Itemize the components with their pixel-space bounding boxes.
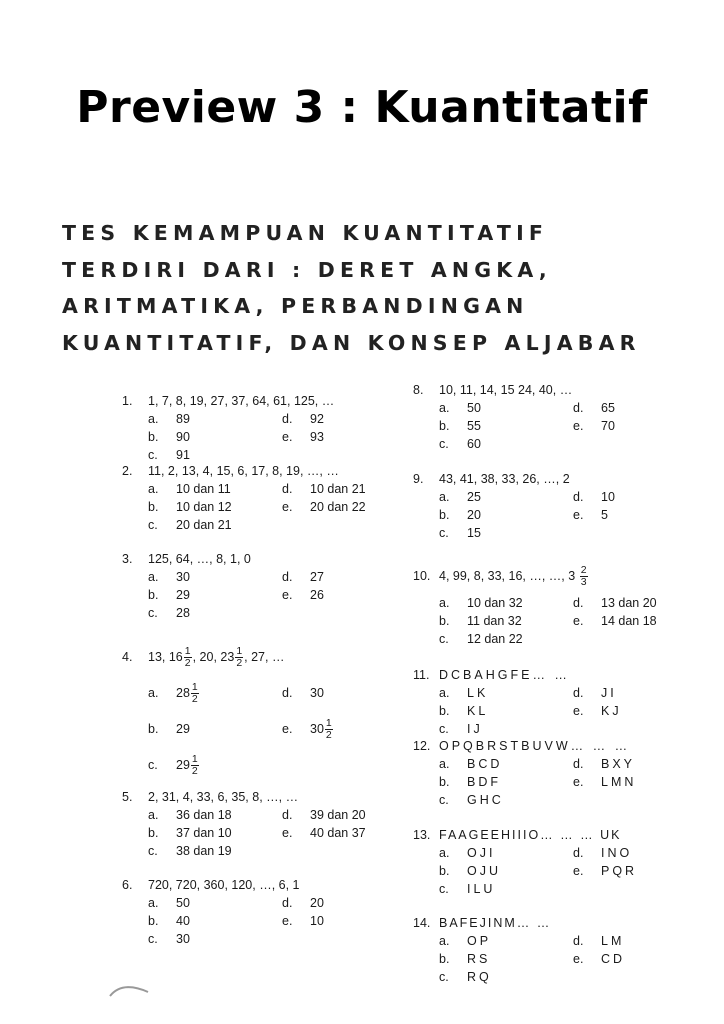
option-b: b. KL: [439, 704, 489, 718]
option-b: b. 90: [148, 430, 190, 444]
question-number: 9.: [413, 472, 424, 486]
question-text: 4, 99, 8, 33, 16, …, …, 3 $\frac{2}{3}$: [439, 563, 587, 588]
option-e: e. 93: [282, 430, 324, 444]
option-e: e. KJ: [573, 704, 622, 718]
question-text: 13, 16 $\frac{1}{2}$ , 20, 23 $\frac{1}{2}$ , 27, …: [148, 644, 285, 669]
option-d: d. 10: [573, 490, 615, 504]
question-text: 720, 720, 360, 120, …, 6, 1: [148, 878, 300, 892]
subtitle-line: KUANTITATIF, DAN KONSEP ALJABAR: [62, 330, 641, 355]
option-d: d. 39 dan 20: [282, 808, 366, 822]
option-c: c. GHC: [439, 793, 504, 807]
option-b: b. 20: [439, 508, 481, 522]
question-number: 10.: [413, 569, 431, 583]
option-d: d. 20: [282, 896, 324, 910]
option-c: c. 29 $\frac{1}{2}$: [148, 752, 198, 777]
option-b: b. 29: [148, 722, 190, 736]
option-e: e. 40 dan 37: [282, 826, 366, 840]
question-14: [413, 914, 713, 986]
option-d: d. LM: [573, 934, 625, 948]
subtitle-line: ARITMATIKA, PERBANDINGAN: [62, 294, 529, 318]
question-3: [122, 550, 422, 622]
question-number: 11.: [413, 668, 430, 682]
option-d: d. JI: [573, 686, 617, 700]
option-e: e. 14 dan 18: [573, 614, 657, 628]
option-b: b. 11 dan 32: [439, 614, 522, 628]
question-number: 2.: [122, 464, 133, 478]
question-text: FAAGEEHIIIO… … … UK: [439, 828, 622, 842]
option-a: a. 10 dan 32: [439, 596, 523, 610]
question-number: 1.: [122, 394, 133, 408]
option-b: b. 29: [148, 588, 190, 602]
option-a: a. OP: [439, 934, 492, 948]
fraction: $\frac{1}{2}$: [184, 644, 191, 669]
question-number: 5.: [122, 790, 133, 804]
question-number: 3.: [122, 552, 133, 566]
option-e: e. LMN: [573, 775, 637, 789]
subtitle-line: TES KEMAMPUAN KUANTITATIF: [62, 221, 549, 245]
question-number: 4.: [122, 650, 133, 664]
question-text: 1, 7, 8, 19, 27, 37, 64, 61, 125, …: [148, 394, 335, 408]
question-text: 10, 11, 14, 15 24, 40, …: [439, 383, 573, 397]
fraction: $\frac{1}{2}$: [236, 644, 243, 669]
question-number: 6.: [122, 878, 133, 892]
page-title: Preview 3 : Kuantitatif: [76, 82, 648, 133]
option-d: d. 92: [282, 412, 324, 426]
question-8: [413, 381, 713, 453]
option-d: d. 13 dan 20: [573, 596, 657, 610]
option-c: c. 91: [148, 448, 190, 462]
option-a: a. OJI: [439, 846, 496, 860]
option-b: b. 37 dan 10: [148, 826, 232, 840]
option-c: c. 20 dan 21: [148, 518, 232, 532]
question-4: [122, 639, 422, 783]
question-text: 2, 31, 4, 33, 6, 35, 8, …, …: [148, 790, 299, 804]
option-d: d. INO: [573, 846, 633, 860]
option-a: a. 10 dan 11: [148, 482, 231, 496]
question-13: [413, 826, 713, 898]
question-11: [413, 666, 713, 738]
option-b: b. BDF: [439, 775, 501, 789]
option-a: a. BCD: [439, 757, 503, 771]
question-number: 8.: [413, 383, 424, 397]
question-12: [413, 737, 713, 809]
option-c: c. RQ: [439, 970, 492, 984]
option-a: a. 25: [439, 490, 481, 504]
question-text: 125, 64, …, 8, 1, 0: [148, 552, 251, 566]
option-d: d. 27: [282, 570, 324, 584]
option-b: b. 55: [439, 419, 481, 433]
option-c: c. 38 dan 19: [148, 844, 232, 858]
option-e: e. PQR: [573, 864, 638, 878]
question-text: 43, 41, 38, 33, 26, …, 2: [439, 472, 570, 486]
page-curl-icon: [108, 982, 152, 998]
option-a: a. 28 $\frac{1}{2}$: [148, 680, 198, 705]
option-a: a. 36 dan 18: [148, 808, 232, 822]
option-c: c. 15: [439, 526, 481, 540]
question-5: [122, 788, 422, 860]
option-c: c. 60: [439, 437, 481, 451]
option-c: c. 12 dan 22: [439, 632, 523, 646]
option-b: b. 40: [148, 914, 190, 928]
option-c: c. 28: [148, 606, 190, 620]
question-text: BAFEJINM… …: [439, 916, 552, 930]
option-e: e. 10: [282, 914, 324, 928]
question-text: 11, 2, 13, 4, 15, 6, 17, 8, 19, …, …: [148, 464, 339, 478]
option-a: a. 89: [148, 412, 190, 426]
question-number: 14.: [413, 916, 431, 930]
option-a: a. 50: [439, 401, 481, 415]
option-a: a. LK: [439, 686, 489, 700]
option-d: d. 30: [282, 686, 324, 700]
option-d: d. 10 dan 21: [282, 482, 366, 496]
option-e: e. 26: [282, 588, 324, 602]
question-text: DCBAHGFE… …: [439, 668, 570, 682]
option-a: a. 30: [148, 570, 190, 584]
question-6: [122, 876, 422, 948]
option-d: d. 65: [573, 401, 615, 415]
option-e: e. 30 $\frac{1}{2}$: [282, 716, 332, 741]
option-b: b. OJU: [439, 864, 501, 878]
option-b: b. 10 dan 12: [148, 500, 232, 514]
option-a: a. 50: [148, 896, 190, 910]
option-e: e. 5: [573, 508, 608, 522]
option-e: e. CD: [573, 952, 626, 966]
question-10: [413, 558, 713, 648]
option-c: c. 30: [148, 932, 190, 946]
option-c: c. ILU: [439, 882, 496, 896]
question-number: 13.: [413, 828, 431, 842]
option-e: e. 70: [573, 419, 615, 433]
option-e: e. 20 dan 22: [282, 500, 366, 514]
fraction: $\frac{2}{3}$: [580, 563, 587, 588]
question-9: [413, 470, 713, 542]
option-c: c. IJ: [439, 722, 483, 736]
question-text: OPQBRSTBUVW… … …: [439, 739, 631, 753]
question-2: [122, 462, 422, 534]
question-number: 12.: [413, 739, 431, 753]
question-1: [122, 392, 422, 464]
subtitle-line: TERDIRI DARI : DERET ANGKA,: [62, 257, 552, 282]
option-d: d. BXY: [573, 757, 636, 771]
option-b: b. RS: [439, 952, 491, 966]
